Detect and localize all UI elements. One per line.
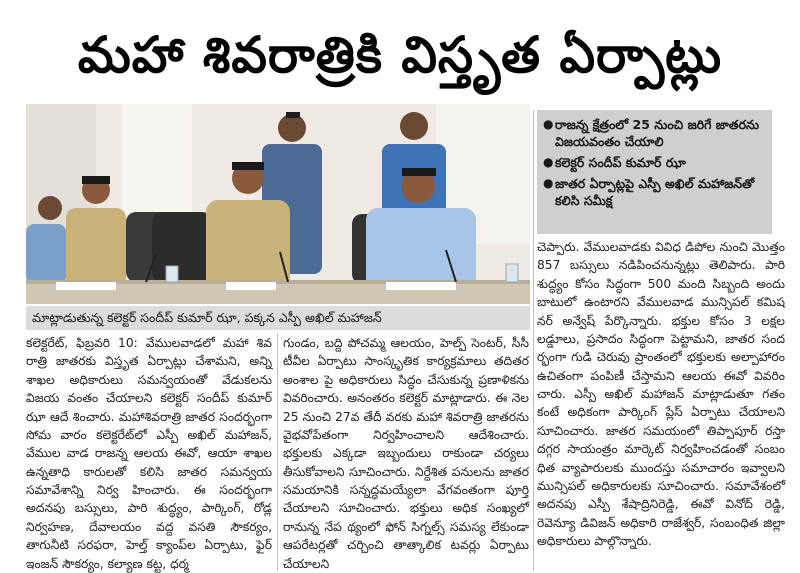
highlight-item [543, 154, 766, 171]
article-column-2 [283, 334, 529, 572]
bullet-icon: ● [543, 176, 554, 190]
news-photo [26, 104, 530, 304]
highlight-text: రాజన్న క్షేత్రంలో 25 నుంచి జరిగే జాతరను విజయవంతం చేయాలి [555, 117, 760, 149]
article-column-1 [26, 334, 272, 572]
meeting-photo-illustration [26, 104, 530, 304]
highlights-box [537, 110, 772, 234]
highlight-item [543, 175, 766, 209]
article-paragraph: గుండం, బద్ది పోచమ్మ ఆలయం, హెల్ప్ సెంటర్, సీసీ టీవీల ఏర్పాటు సాంస్కృతిక కార్యక్రమాలు తదితర అంశాల పై అధికారులు సిద్ధం చేసుకున్న ప్రణాళికను వివరించారు. అనంతరం కలెక్టర్ మాట్లాడారు. ఈ నెల 25 నుంచి 27వ తేదీ వరకు మహా శివరాత్రి జాతరను వైభవోపేతంగా నిర్వహించాలని ఆదేశించారు. భక్తులకు ఎక్కడా ఇబ్బందులు రాకుండా చర్యలు తీసుకోవాలని సూచించారు. నిర్దేశిత పనులను జాతర సమయానికి సన్నద్ధమయ్యేలా వేగవంతంగా పూర్తి చేయాలని సూచించారు. భక్తులు అధిక సంఖ్యలో రానున్న నేప థ్యంలో ఫోన్ సిగ్నల్స్ సమస్య లేకుండా ఆపరేటర్లతో చర్చించి తాత్కాలిక టవర్లు ఏర్పాటు చేయాలని [283, 336, 529, 571]
photo-caption: మాట్లాడుతున్న కలెక్టర్ సందీప్ కుమార్ ఝా, పక్కన ఎస్పీ అఖిల్ మహాజన్ [26, 306, 530, 330]
headline: మహా శివరాత్రికి విస్తృత ఏర్పాట్లు [77, 26, 723, 84]
article-column-3 [537, 238, 785, 572]
article-paragraph: కలెక్టరేట్, ఫిబ్రవరి 10: వేములవాడలో మహా శివ రాత్రి జాతరకు విస్తృత ఏర్పాట్లు చేశామని, అన్ని శాఖల అధికారులు సమన్వయంతో వేడుకలను విజయ వంతం చేయాలని కలెక్టర్ సందీప్ కుమార్ ఝా ఆదే శించారు. మహాశివరాత్రి జాతర సందర్భంగా సోమ వారం కలెక్టరేట్‌లో ఎస్పీ అఖిల్ మహాజన్, వేముల వాడ రాజన్న ఆలయ ఈవో, ఆయా శాఖల ఉన్నతాధి కారులతో కలిసి జాతర సమన్వయ సమావేశాన్ని నిర్వ హించారు. ఈ సందర్భంగా అదనపు బస్సులు, పారి శుద్ధ్యం, పార్కింగ్, రోడ్ల నిర్వహణ, దేవాలయం వద్ద వసతి సౌకర్యం, తాగునీటి సరఫరా, హెల్త్ క్యాంప్‌ల ఏర్పాటు, ఫైర్ ఇంజన్ సౌకర్యం, కల్యాణ కట్ట, ధర్మ [26, 336, 272, 571]
bullet-icon: ● [543, 117, 554, 131]
column-divider [533, 110, 534, 570]
highlight-item [543, 116, 766, 150]
column-divider [277, 334, 278, 570]
bullet-icon: ● [543, 155, 554, 169]
highlight-text: కలెక్టర్ సందీప్ కుమార్ ఝా [555, 155, 686, 170]
highlight-text: జాతర ఏర్పాట్లపై ఎస్పీ అఖిల్ మహాజన్‌తో కలిసి సమీక్ష [555, 176, 755, 208]
article-paragraph: చెప్పారు. వేములవాడకు వివిధ డిపోల నుంచి మొత్తం 857 బస్సులు నడిపించనున్నట్లు తెలిపారు. పారి శుద్ధ్యం కోసం సిద్ధంగా 500 మంది సిబ్బంది అందు బాటులో ఉంటారని వేములవాడ మున్సిపల్ కమిష నర్ అన్వేష్ పేర్కొన్నారు. భక్తుల కోసం 3 లక్షల లడ్డూలు, ప్రసాదం సిద్ధంగా పెట్టామని, జాతర సంద ర్భంగా గుడి చెరువు ప్రాంతంలో భక్తులకు అల్పాహారం ఉచితంగా పంపిణీ చేస్తామని ఆలయ ఈవో వివరిం చారు. ఎస్పీ అఖిల్ మహాజన్ మాట్లాడుతూ గతం కంటే అధికంగా పార్కింగ్ ప్లేస్ ఏర్పాటు చేయాలని సూచించారు. జాతర సమయంలో తిప్పాపూర్ రస్తా దగ్గర సాయంత్రం మార్కెట్ నిర్వహించడంతో సంబం ధిత వ్యాపారులకు ముందస్తు సమాచారం ఇవ్వాలని మున్సిపల్ అధికారులకు సూచించారు. సమావేశంలో అదనపు ఎస్పీ శేషాద్రినిరెడ్డి, ఈవో వినోద్ రెడ్డి, రెవెన్యూ డివిజన్ అధికారి రాజేశ్వర్, సంబంధిత జిల్లా అధికారులు పాల్గొన్నారు. [537, 240, 785, 548]
